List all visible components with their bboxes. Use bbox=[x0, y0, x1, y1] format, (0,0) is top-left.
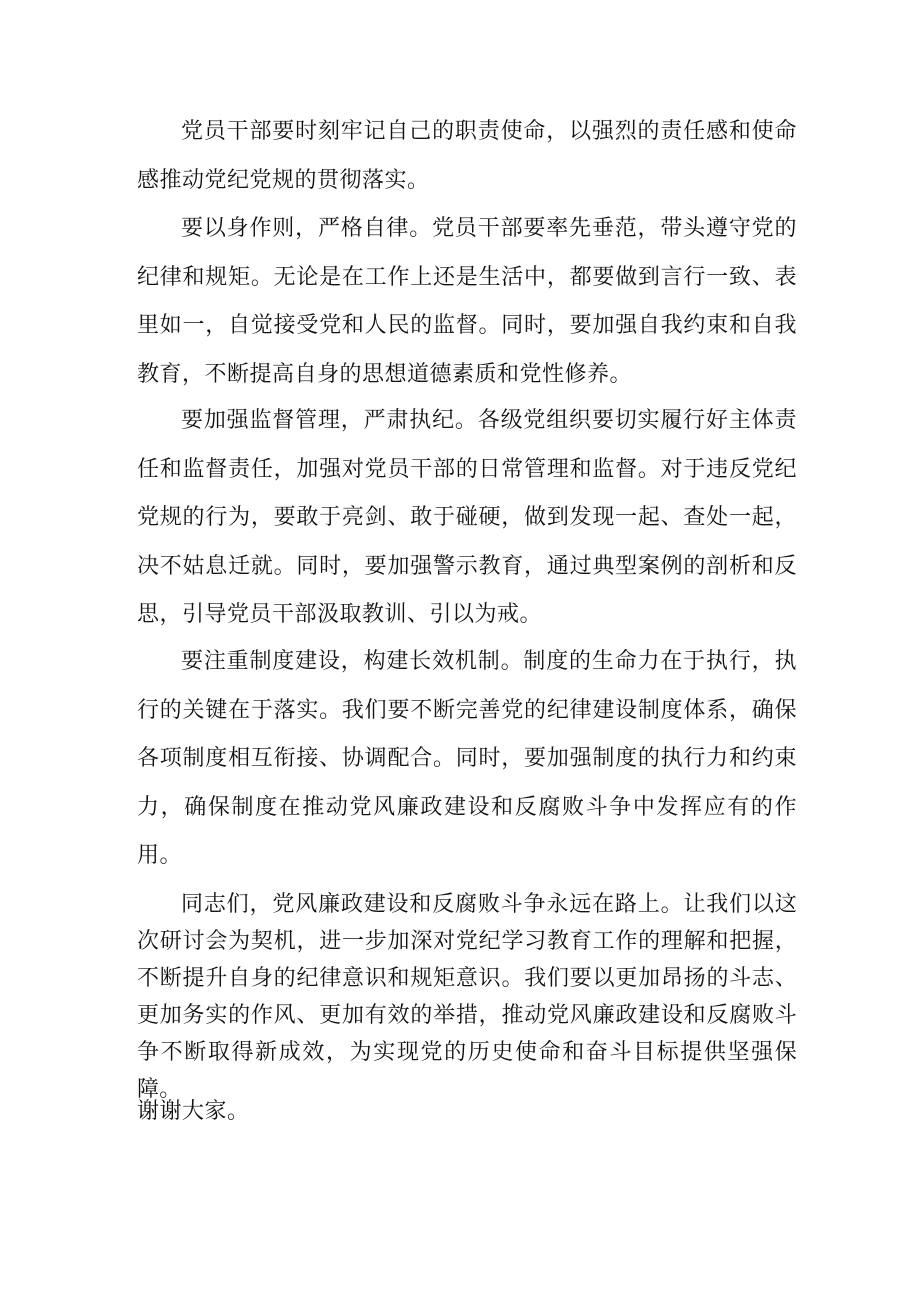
closing-remark: 谢谢大家。 bbox=[137, 1099, 250, 1124]
paragraph-3: 要加强监督管理，严肃执纪。各级党组织要切实履行好主体责任和监督责任，加强对党员干部的日常管理和监督。对于违反党纪党规的行为，要敢于亮剑、敢于碰硬，做到发现一起、查处一起，决不姑息迁就。同时，要加强警示教育，通过典型案例的剖析和反思，引导党员干部汲取教训、引以为戒。 bbox=[137, 408, 797, 627]
paragraph-4: 要注重制度建设，构建长效机制。制度的生命力在于执行，执行的关键在于落实。我们要不断完善党的纪律建设制度体系，确保各项制度相互衔接、协调配合。同时，要加强制度的执行力和约束力，确保制度在推动党风廉政建设和反腐败斗争中发挥应有的作用。 bbox=[137, 649, 797, 868]
paragraph-2: 要以身作则，严格自律。党员干部要率先垂范，带头遵守党的纪律和规矩。无论是在工作上还是生活中，都要做到言行一致、表里如一，自觉接受党和人民的监督。同时，要加强自我约束和自我教育，不断提高自身的思想道德素质和党性修养。 bbox=[137, 216, 797, 387]
paragraph-1: 党员干部要时刻牢记自己的职责使命，以强烈的责任感和使命感推动党纪党规的贯彻落实。 bbox=[137, 119, 797, 193]
paragraph-5: 同志们，党风廉政建设和反腐败斗争永远在路上。让我们以这次研讨会为契机，进一步加深对党纪学习教育工作的理解和把握，不断提升自身的纪律意识和规矩意识。我们要以更加昂扬的斗志、更加务实的作风、更加有效的举措，推动党风廉政建设和反腐败斗争不断取得新成效，为实现党的历史使命和奋斗目标提供坚强保障。 bbox=[137, 892, 797, 1102]
